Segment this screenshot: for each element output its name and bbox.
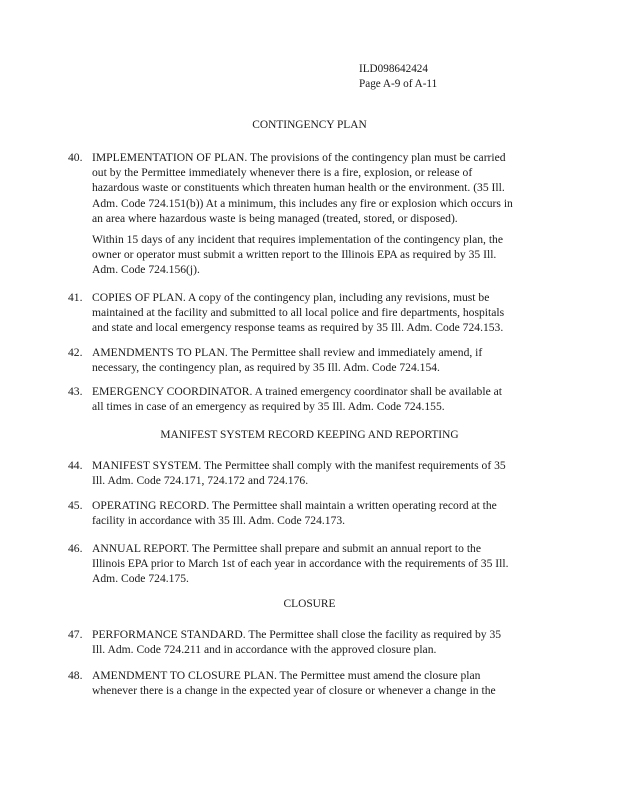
section-title-manifest: MANIFEST SYSTEM RECORD KEEPING AND REPORTING: [160, 429, 459, 441]
item-47: [68, 627, 548, 657]
item-line: Ill. Adm. Code 724.171, 724.172 and 724.176.: [92, 474, 309, 488]
item-40: [68, 150, 548, 226]
item-text: [92, 668, 548, 698]
item-line: OPERATING RECORD. The Permittee shall maintain a written operating record at the: [92, 499, 497, 512]
item-number: 43.: [68, 385, 83, 398]
item-line: out by the Permittee immediately whenever there is a fire, explosion, or release of: [92, 166, 473, 180]
item-line: MANIFEST SYSTEM. The Permittee shall comply with the manifest requirements of 35: [92, 459, 506, 472]
section-title-contingency: CONTINGENCY PLAN: [252, 119, 367, 131]
item-text: [92, 290, 548, 336]
item-line: Ill. Adm. Code 724.211 and in accordance with the approved closure plan.: [92, 643, 437, 657]
item-number: 41.: [68, 291, 83, 304]
item-number: 45.: [68, 499, 83, 512]
item-number: 44.: [68, 459, 83, 472]
section-title-closure: CLOSURE: [283, 598, 336, 610]
item-line: Within 15 days of any incident that requires implementation of the contingency plan, the: [92, 233, 504, 246]
item-45: [68, 498, 548, 528]
item-text: [92, 498, 548, 528]
item-number: 47.: [68, 628, 83, 641]
item-line: necessary, the contingency plan, as required by 35 Ill. Adm. Code 724.154.: [92, 361, 440, 375]
item-line: owner or operator must submit a written report to the Illinois EPA as required by 35 Ill.: [92, 248, 497, 262]
item-43: [68, 384, 548, 414]
item-text: [92, 150, 548, 226]
item-text: [92, 345, 548, 375]
item-46: [68, 541, 548, 587]
item-line: AMENDMENT TO CLOSURE PLAN. The Permittee must amend the closure plan: [92, 669, 481, 682]
item-line: PERFORMANCE STANDARD. The Permittee shall close the facility as required by 35: [92, 628, 502, 641]
item-line: and state and local emergency response teams as required by 35 Ill. Adm. Code 724.153.: [92, 321, 504, 335]
item-line: Illinois EPA prior to March 1st of each year in accordance with the requirements of 35 Ill.: [92, 557, 509, 571]
item-line: Adm. Code 724.156(j).: [92, 263, 200, 277]
item-line: facility in accordance with 35 Ill. Adm. Code 724.173.: [92, 514, 346, 528]
document-header: [359, 62, 437, 91]
item-number: 46.: [68, 542, 83, 555]
document-id: ILD098642424: [359, 63, 428, 75]
item-text: [92, 541, 548, 587]
item-line: IMPLEMENTATION OF PLAN. The provisions of the contingency plan must be carried: [92, 151, 506, 164]
item-line: an area where hazardous waste is being managed (treated, stored, or disposed).: [92, 211, 458, 225]
item-42: [68, 345, 548, 375]
item-line: AMENDMENTS TO PLAN. The Permittee shall review and immediately amend, if: [92, 346, 483, 359]
item-line: whenever there is a change in the expected year of closure or whenever a change in the: [92, 684, 496, 698]
item-line: hazardous waste or constituents which threaten human health or the environment. (35 Ill.: [92, 181, 505, 195]
item-line: Adm. Code 724.151(b)) At a minimum, this includes any fire or explosion which occurs in: [92, 196, 513, 210]
item-text: [92, 627, 548, 657]
page-number: Page A-9 of A-11: [359, 77, 438, 90]
item-41: [68, 290, 548, 336]
item-line: all times in case of an emergency as required by 35 Ill. Adm. Code 724.155.: [92, 400, 445, 414]
item-number: 42.: [68, 346, 83, 359]
item-48: [68, 668, 548, 698]
item-line: COPIES OF PLAN. A copy of the contingency plan, including any revisions, must be: [92, 291, 490, 304]
item-line: EMERGENCY COORDINATOR. A trained emergency coordinator shall be available at: [92, 385, 502, 398]
item-text: [92, 384, 548, 414]
item-44: [68, 458, 548, 488]
item-line: maintained at the facility and submitted to all local police and fire departments, hospitals: [92, 306, 505, 320]
item-40-paragraph-2: [92, 232, 548, 278]
item-number: 48.: [68, 669, 83, 682]
item-text: [92, 458, 548, 488]
item-line: ANNUAL REPORT. The Permittee shall prepare and submit an annual report to the: [92, 542, 481, 555]
item-number: 40.: [68, 151, 83, 164]
item-line: Adm. Code 724.175.: [92, 572, 189, 586]
